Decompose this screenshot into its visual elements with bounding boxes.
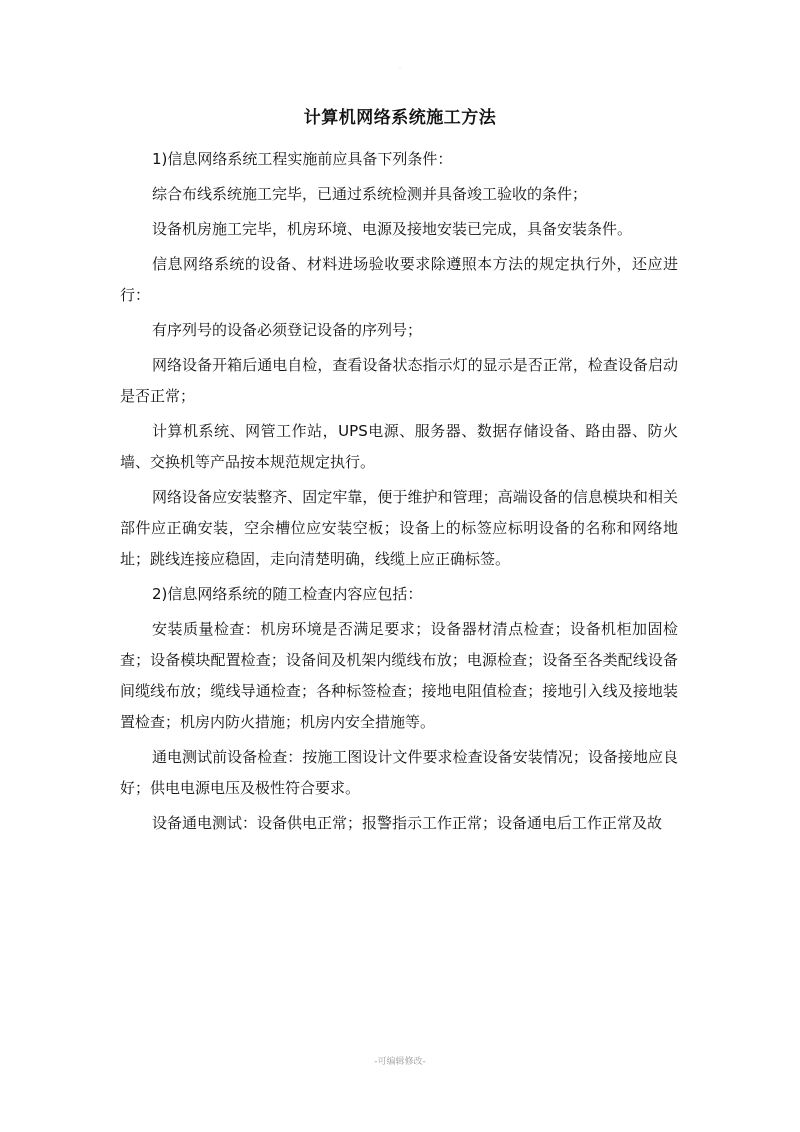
footer-note: -可编辑修改-	[374, 1057, 426, 1067]
paragraph: 设备通电测试：设备供电正常；报警指示工作正常；设备通电后工作正常及故	[152, 814, 663, 832]
paragraph: 综合布线系统施工完毕，已通过系统检测并具备竣工验收的条件；	[152, 185, 588, 203]
paragraph: 2)信息网络系统的随工检查内容应包括：	[152, 585, 423, 603]
header-mark: .	[398, 62, 402, 70]
paragraph: 计算机系统、网管工作站，UPS电源、服务器、数据存储设备、路由器、防火墙、交换机等产品按本规范规定执行。	[120, 422, 678, 471]
paragraph: 1)信息网络系统工程实施前应具备下列条件：	[152, 150, 453, 168]
document-body	[120, 144, 678, 843]
paragraph: 网络设备应安装整齐、固定牢靠，便于维护和管理；高端设备的信息模块和相关部件应正确安装，空余槽位应安装空板；设备上的标签应标明设备的名称和网络地址；跳线连接应稳固，走向清楚明确，线缆上应正确标签。	[120, 488, 678, 568]
document-title: 计算机网络系统施工方法	[303, 108, 497, 128]
paragraph: 有序列号的设备必须登记设备的序列号；	[152, 321, 423, 339]
paragraph: 通电测试前设备检查：按施工图设计文件要求检查设备安装情况；设备接地应良好；供电电源电压及极性符合要求。	[120, 748, 678, 797]
paragraph: 安装质量检查：机房环境是否满足要求；设备器材清点检查；设备机柜加固检查；设备模块配置检查；设备间及机架内缆线布放；电源检查；设备至各类配线设备间缆线布放；缆线导通检查；各种标签检查；接地电阻值检查；接地引入线及接地装置检查；机房内防火措施；机房内安全措施等。	[120, 620, 678, 731]
paragraph: 网络设备开箱后通电自检，查看设备状态指示灯的显示是否正常，检查设备启动是否正常；	[120, 356, 678, 405]
paragraph: 信息网络系统的设备、材料进场验收要求除遵照本方法的规定执行外，还应进行：	[120, 255, 678, 304]
paragraph: 设备机房施工完毕，机房环境、电源及接地安装已完成，具备安装条件。	[152, 220, 633, 238]
